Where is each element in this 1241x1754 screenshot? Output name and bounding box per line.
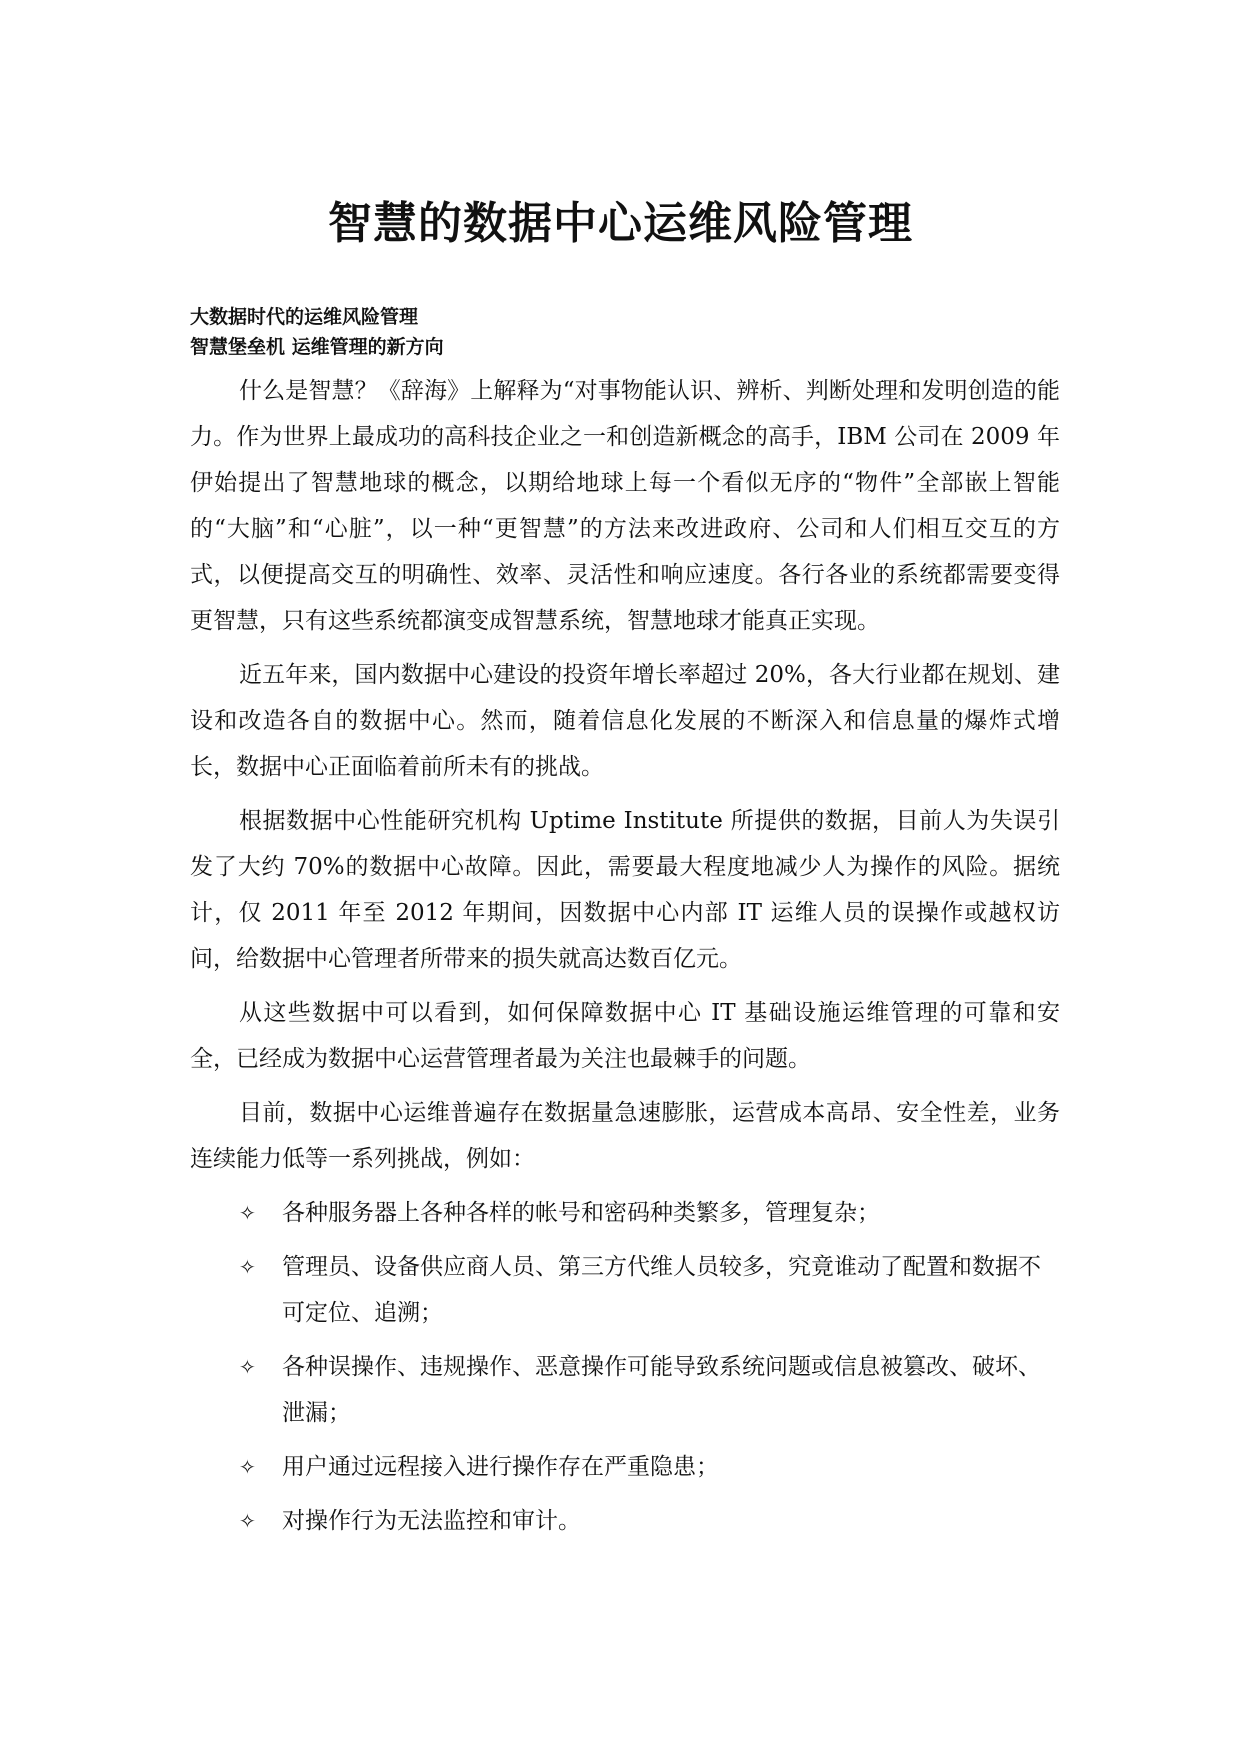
list-item-text: 各种误操作、违规操作、恶意操作可能导致系统问题或信息被篡改、破坏、泄漏； — [282, 1354, 1041, 1426]
diamond-bullet-icon: ✧ — [239, 1509, 256, 1533]
paragraph-4: 从这些数据中可以看到，如何保障数据中心 IT 基础设施运维管理的可靠和安全，已经成为数据中心运营管理者最为关注也最棘手的问题。 — [190, 1000, 1060, 1072]
document-body — [190, 368, 1060, 1552]
list-item-text: 管理员、设备供应商人员、第三方代维人员较多，究竟谁动了配置和数据不可定位、追溯； — [282, 1254, 1041, 1326]
paragraph-5: 目前，数据中心运维普遍存在数据量急速膨胀，运营成本高昂、安全性差，业务连续能力低等一系列挑战，例如： — [190, 1100, 1060, 1172]
subheading-2: 智慧堡垒机 运维管理的新方向 — [190, 336, 444, 358]
list-item — [190, 1444, 1060, 1490]
document-title: 智慧的数据中心运维风险管理 — [328, 198, 913, 249]
subheading-block — [190, 302, 1090, 362]
list-item — [190, 1344, 1060, 1436]
diamond-bullet-icon: ✧ — [239, 1201, 256, 1225]
list-item — [190, 1498, 1060, 1544]
list-item — [190, 1190, 1060, 1236]
list-item-text: 各种服务器上各种各样的帐号和密码种类繁多，管理复杂； — [282, 1200, 880, 1226]
list-item — [190, 1244, 1060, 1336]
diamond-bullet-icon: ✧ — [239, 1455, 256, 1479]
challenge-list — [190, 1190, 1060, 1544]
paragraph-3: 根据数据中心性能研究机构 Uptime Institute 所提供的数据，目前人为失误引发了大约 70%的数据中心故障。因此，需要最大程度地减少人为操作的风险。据统计，仅 2011 年至 2012 年期间，因数据中心内部 IT 运维人员的误操作或越权访问，给数据中心管理者所带来的损失就高达数百亿元。 — [190, 808, 1060, 972]
list-item-text: 对操作行为无法监控和审计。 — [282, 1508, 581, 1534]
list-item-text: 用户通过远程接入进行操作存在严重隐患； — [282, 1454, 719, 1480]
paragraph-1: 什么是智慧？《辞海》上解释为“对事物能认识、辨析、判断处理和发明创造的能力。作为世界上最成功的高科技企业之一和创造新概念的高手，IBM 公司在 2009 年伊始提出了智慧地球的概念，以期给地球上每一个看似无序的“物件”全部嵌上智能的“大脑”和“心脏”，以一种“更智慧”的方法来改进政府、公司和人们相互交互的方式，以便提高交互的明确性、效率、灵活性和响应速度。各行各业的系统都需要变得更智慧，只有这些系统都演变成智慧系统，智慧地球才能真正实现。 — [190, 378, 1060, 634]
subheading-1: 大数据时代的运维风险管理 — [190, 306, 419, 328]
diamond-bullet-icon: ✧ — [239, 1255, 256, 1279]
paragraph-2: 近五年来，国内数据中心建设的投资年增长率超过 20%，各大行业都在规划、建设和改造各自的数据中心。然而，随着信息化发展的不断深入和信息量的爆炸式增长，数据中心正面临着前所未有的挑战。 — [190, 662, 1060, 780]
diamond-bullet-icon: ✧ — [239, 1355, 256, 1379]
